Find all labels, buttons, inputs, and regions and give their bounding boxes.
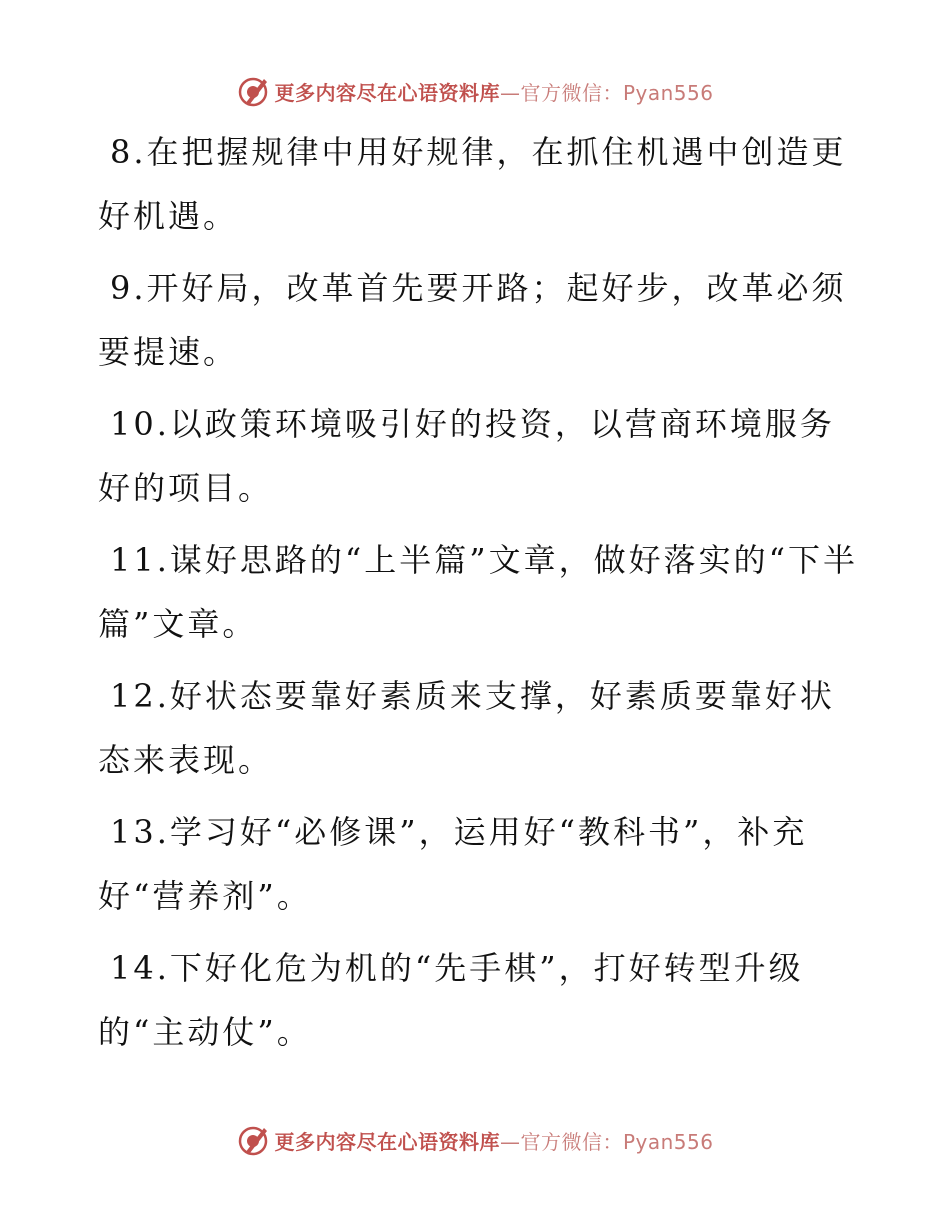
quill-seal-logo-icon <box>236 1123 270 1157</box>
header-banner-text <box>274 77 713 106</box>
list-item: 10.以政策环境吸引好的投资，以营商环境服务好的项目。 <box>98 405 835 507</box>
list-item: 8.在把握规律中用好规律，在抓住机遇中创造更好机遇。 <box>98 133 847 235</box>
list-item: 9.开好局，改革首先要开路；起好步，改革必须要提速。 <box>98 269 847 371</box>
header-banner <box>0 71 950 111</box>
footer-banner-suffix: —官方微信：Pyan556 <box>499 1129 714 1154</box>
footer-banner-text <box>274 1126 713 1155</box>
document-body <box>98 120 858 1072</box>
quill-seal-logo-icon <box>236 74 270 108</box>
list-item: 13.学习好“必修课”，运用好“教科书”，补充好“营养剂”。 <box>98 813 808 915</box>
header-banner-prefix: 更多内容尽在心语资料库 <box>274 80 500 105</box>
header-banner-suffix: —官方微信：Pyan556 <box>499 80 714 105</box>
list-item: 11.谋好思路的“上半篇”文章，做好落实的“下半篇”文章。 <box>98 541 858 643</box>
footer-banner <box>0 1120 950 1160</box>
footer-banner-prefix: 更多内容尽在心语资料库 <box>274 1129 500 1154</box>
list-item: 12.好状态要靠好素质来支撑，好素质要靠好状态来表现。 <box>98 677 835 779</box>
list-item: 14.下好化危为机的“先手棋”，打好转型升级的“主动仗”。 <box>98 949 804 1051</box>
